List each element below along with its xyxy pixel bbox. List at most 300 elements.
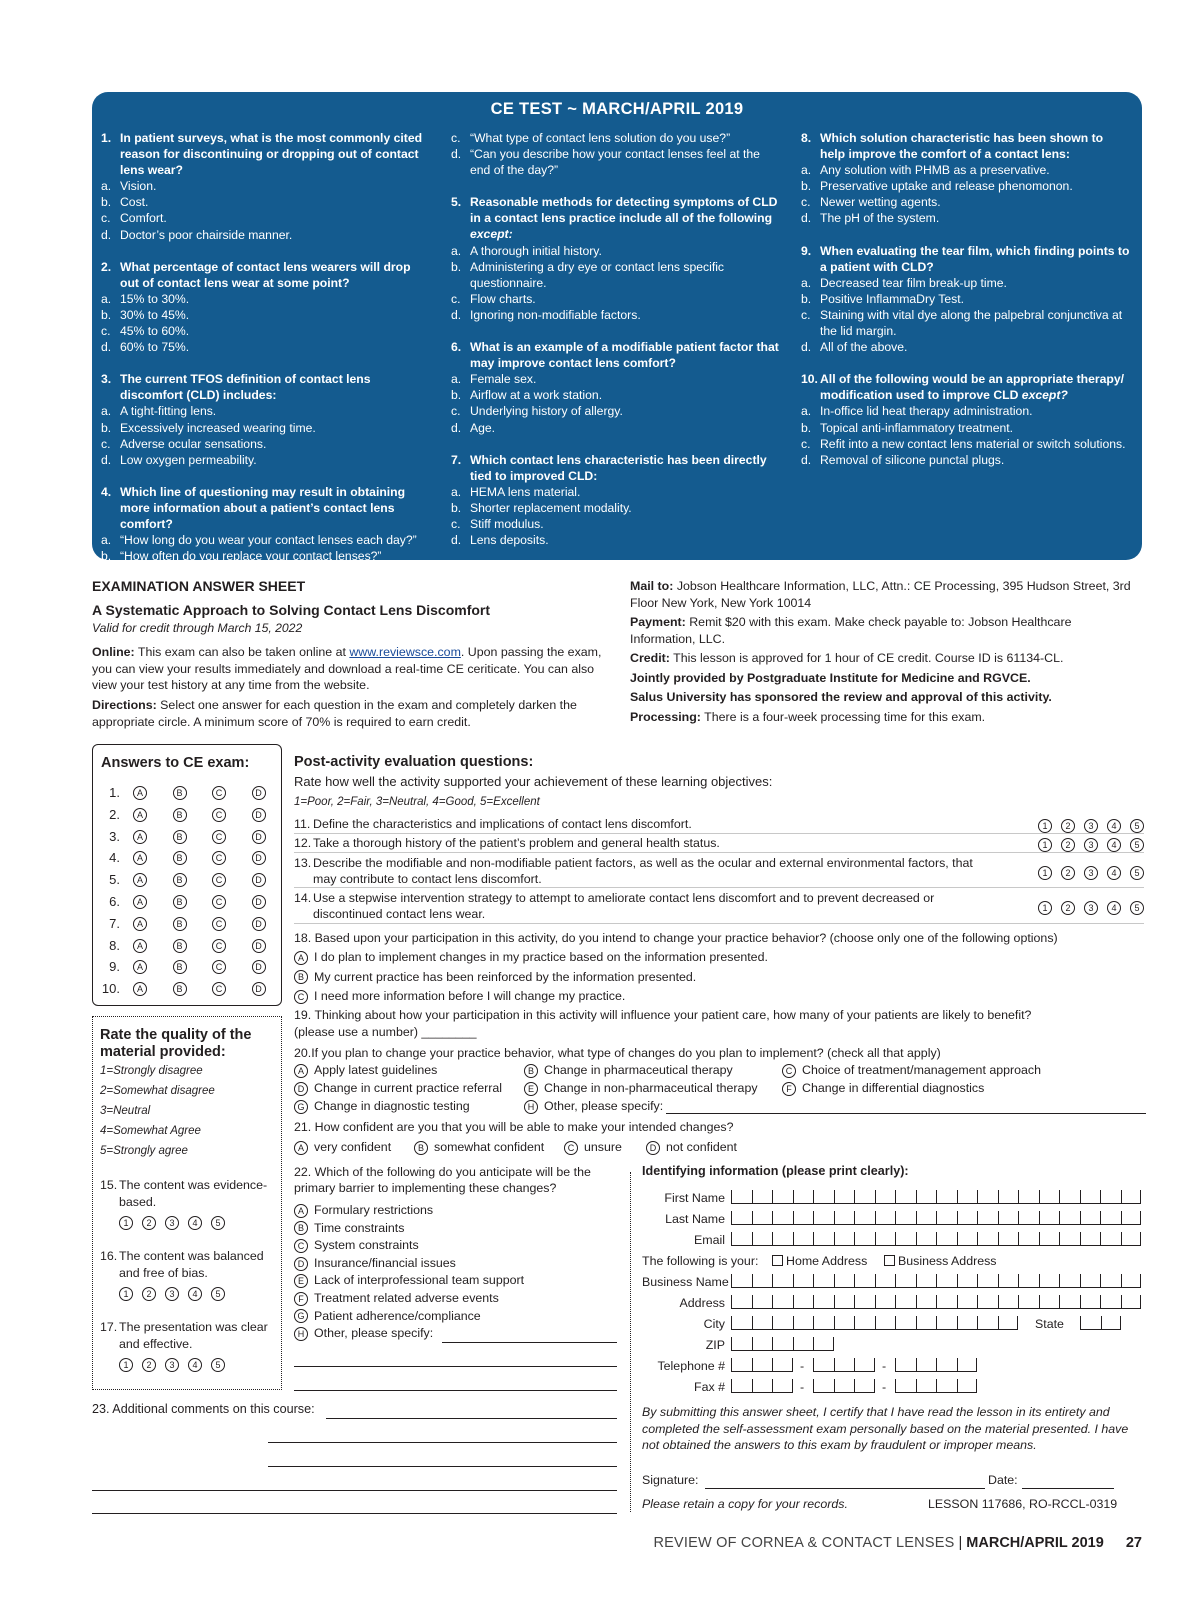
rating-bubble[interactable]: 3 <box>165 1216 179 1230</box>
option-letter: d. <box>101 452 112 467</box>
home-address-checkbox[interactable] <box>772 1255 783 1266</box>
answer-bubble-b[interactable]: B <box>173 917 187 931</box>
answer-bubble-d[interactable]: D <box>252 851 266 865</box>
option-text: Flow charts. <box>470 291 536 306</box>
answer-bubble-c[interactable]: C <box>212 873 226 887</box>
ce-question <box>801 243 1131 356</box>
option-text: Staining with vital dye along the palpebral conjunctiva at the lid margin. <box>820 307 1123 339</box>
rating-bubble[interactable]: 4 <box>188 1358 202 1372</box>
ce-question <box>451 194 781 323</box>
business-address-checkbox[interactable] <box>884 1255 895 1266</box>
reviewsce-link[interactable]: www.reviewsce.com <box>349 645 461 659</box>
q20-option-bubble[interactable]: B <box>524 1064 538 1078</box>
rate-scale-item: 1=Strongly disagree <box>100 1065 203 1077</box>
telephone-field-boxes[interactable] <box>895 1358 977 1372</box>
objective-rating-bubble[interactable]: 2 <box>1061 838 1075 852</box>
comments-line-5[interactable] <box>92 1513 617 1514</box>
payment-text: Remit $20 with this exam. Make check payable to: Jobson Healthcare Information, LLC. <box>630 615 1072 646</box>
q22-option <box>294 1202 433 1218</box>
rating-bubble[interactable]: 2 <box>142 1216 156 1230</box>
option-text: HEMA lens material. <box>470 484 581 499</box>
question-text <box>470 194 781 242</box>
answer-bubble-d[interactable]: D <box>252 960 266 974</box>
answer-bubble-b[interactable]: B <box>173 830 187 844</box>
rating-bubble[interactable]: 3 <box>165 1287 179 1301</box>
option-letter: b. <box>451 259 462 274</box>
answer-bubble-d[interactable]: D <box>252 917 266 931</box>
telephone-field-label: Telephone # <box>657 1359 725 1373</box>
answer-bubble-b[interactable]: B <box>173 808 187 822</box>
q22-option-bubble[interactable]: B <box>294 1221 308 1235</box>
question-text <box>470 339 781 371</box>
answer-bubble-c[interactable]: C <box>212 808 226 822</box>
option-text: The pH of the system. <box>820 211 940 226</box>
answer-bubble-a[interactable]: A <box>133 939 147 953</box>
option-letter: c. <box>101 436 111 451</box>
rating-bubble[interactable]: 4 <box>188 1287 202 1301</box>
option-letter: c. <box>451 404 461 419</box>
question-stem <box>101 371 431 403</box>
answer-option <box>101 291 431 307</box>
q22-option <box>294 1308 481 1324</box>
question-text-main: What percentage of contact lens wearers will drop out of contact lens wear at some point? <box>120 259 411 290</box>
question-text <box>470 452 781 484</box>
q18-option-bubble[interactable]: C <box>294 990 308 1004</box>
question-emphasis: except: <box>470 227 513 242</box>
question-4-continued <box>451 130 781 178</box>
option-text: Positive InflammaDry Test. <box>820 291 965 306</box>
q21-option-text: somewhat confident <box>434 1140 545 1154</box>
rate-question-number: 17. <box>100 1320 118 1334</box>
objective-rating-bubble[interactable]: 5 <box>1130 819 1144 833</box>
answers-title: Answers to CE exam: <box>101 755 250 771</box>
answer-option <box>451 500 781 516</box>
signature-line[interactable] <box>705 1488 985 1489</box>
answer-bubble-a[interactable]: A <box>133 917 147 931</box>
online-paragraph <box>92 644 612 694</box>
question-19-answer[interactable]: (please use a number) ________ <box>294 1025 477 1039</box>
comments-line-4[interactable] <box>92 1490 617 1491</box>
footer-separator: | <box>958 1535 963 1551</box>
objective-rating-bubble[interactable]: 5 <box>1130 838 1144 852</box>
question-number: 7. <box>451 452 462 467</box>
q22-option-text: Insurance/financial issues <box>314 1255 456 1270</box>
question-text-main: What is an example of a modifiable patient factor that may improve contact lens comfort? <box>470 340 779 371</box>
rating-bubble[interactable]: 2 <box>142 1358 156 1372</box>
answer-bubble-d[interactable]: D <box>252 939 266 953</box>
rating-bubble[interactable]: 5 <box>211 1216 225 1230</box>
question-text <box>120 484 431 532</box>
answer-bubble-b[interactable]: B <box>173 786 187 800</box>
option-text: Underlying history of allergy. <box>470 404 623 419</box>
answer-bubble-a[interactable]: A <box>133 982 147 996</box>
question-text <box>820 130 1131 162</box>
date-line[interactable] <box>1022 1488 1114 1489</box>
objective-rating-bubble[interactable]: 1 <box>1038 901 1052 915</box>
q22-option <box>294 1255 456 1271</box>
answer-bubble-d[interactable]: D <box>252 873 266 887</box>
answer-bubble-a[interactable]: A <box>133 786 147 800</box>
question-stem <box>101 259 431 291</box>
online-text-1: This exam can also be taken online at <box>134 645 350 659</box>
answer-bubble-b[interactable]: B <box>173 960 187 974</box>
objective-rating-bubbles <box>1029 899 1144 915</box>
objective-rating-bubble[interactable]: 3 <box>1084 819 1098 833</box>
option-text: All of the above. <box>820 340 908 355</box>
answer-bubble-c[interactable]: C <box>212 960 226 974</box>
answer-bubble-d[interactable]: D <box>252 830 266 844</box>
question-emphasis: except? <box>1021 388 1068 403</box>
option-text: A tight-fitting lens. <box>120 404 217 419</box>
answer-bubble-c[interactable]: C <box>212 830 226 844</box>
q22-option-bubble[interactable]: E <box>294 1274 308 1288</box>
ce-question <box>801 130 1131 227</box>
rate-question-text <box>100 1248 278 1281</box>
question-text <box>820 371 1131 403</box>
answer-option <box>101 307 431 323</box>
answer-bubble-c[interactable]: C <box>212 895 226 909</box>
question-text <box>120 371 431 403</box>
answer-option <box>451 403 781 419</box>
answer-option <box>801 403 1131 419</box>
option-text: Decreased tear film break-up time. <box>820 275 1007 290</box>
first-name-field-boxes[interactable] <box>731 1190 1141 1204</box>
option-letter: b. <box>801 291 812 306</box>
q21-option-bubble[interactable]: B <box>414 1141 428 1155</box>
question-number: 10. <box>801 372 818 387</box>
q18-option-bubble[interactable]: B <box>294 970 308 984</box>
ce-question-column-3 <box>801 130 1131 484</box>
rate-title: Rate the quality of the material provided: <box>100 1027 252 1060</box>
magazine-name: REVIEW OF CORNEA & CONTACT LENSES <box>653 1535 955 1551</box>
q20-option-bubble[interactable]: H <box>524 1100 538 1114</box>
ce-question-column-2 <box>451 130 781 564</box>
q21-option-text: very confident <box>314 1140 392 1154</box>
answer-bubble-c[interactable]: C <box>212 786 226 800</box>
processing-text: There is a four-week processing time for this exam. <box>700 709 986 724</box>
home-address-option[interactable] <box>766 1254 867 1268</box>
answer-bubble-b[interactable]: B <box>173 851 187 865</box>
q22-option-bubble[interactable]: C <box>294 1239 308 1253</box>
rate-quality-box <box>92 1016 282 1390</box>
objective-rating-bubble[interactable]: 1 <box>1038 866 1052 880</box>
business-address-label: Business Address <box>898 1254 997 1268</box>
option-letter: b. <box>101 420 112 435</box>
option-letter: a. <box>451 484 462 499</box>
city-state-field-boxes[interactable] <box>731 1316 1018 1330</box>
answer-sheet-title: EXAMINATION ANSWER SHEET <box>92 578 306 594</box>
objective-rating-bubble[interactable]: 3 <box>1084 838 1098 852</box>
option-letter: c. <box>451 291 461 306</box>
question-number: 1. <box>101 131 112 145</box>
objective-rating-bubble[interactable]: 2 <box>1061 819 1075 833</box>
telephone-field-boxes[interactable] <box>813 1358 875 1372</box>
rating-bubble[interactable]: 5 <box>211 1287 225 1301</box>
option-letter: b. <box>451 500 462 515</box>
objective-rating-bubble[interactable]: 2 <box>1061 901 1075 915</box>
mail-label: Mail to: <box>630 579 674 593</box>
answer-option <box>801 339 1131 355</box>
answer-row <box>93 959 281 979</box>
q22-option-bubble[interactable]: D <box>294 1257 308 1271</box>
answer-option <box>451 484 781 500</box>
answer-bubble-c[interactable]: C <box>212 982 226 996</box>
option-letter: d. <box>451 420 462 435</box>
ce-test-panel <box>92 92 1142 564</box>
option-text: 30% to 45%. <box>120 307 190 322</box>
answer-row <box>93 981 281 1001</box>
answer-option <box>801 436 1131 452</box>
credit-label: Credit: <box>630 651 670 665</box>
answer-option <box>801 162 1131 178</box>
rating-bubble[interactable]: 1 <box>119 1358 133 1372</box>
answer-bubble-b[interactable]: B <box>173 982 187 996</box>
answer-bubble-a[interactable]: A <box>133 960 147 974</box>
option-letter: b. <box>801 420 812 435</box>
q20-option <box>524 1062 733 1078</box>
telephone-field-sep: - <box>882 1359 887 1373</box>
payment-label: Payment: <box>630 615 686 629</box>
city-state-field-boxes[interactable] <box>1080 1316 1121 1330</box>
comments-line-3[interactable] <box>268 1466 617 1467</box>
q20-option-text: Change in differential diagnostics <box>802 1081 985 1095</box>
option-letter: b. <box>101 195 112 210</box>
q22-option-bubble[interactable]: H <box>294 1327 308 1341</box>
q20-option-text: Choice of treatment/management approach <box>802 1063 1042 1077</box>
objective-rating-bubble[interactable]: 4 <box>1107 819 1121 833</box>
q20-option-bubble[interactable]: A <box>294 1064 308 1078</box>
answer-row <box>93 785 281 805</box>
rating-bubble[interactable]: 1 <box>119 1287 133 1301</box>
q20-option-bubble[interactable]: G <box>294 1100 308 1114</box>
telephone-field <box>642 1358 1142 1376</box>
answer-bubble-b[interactable]: B <box>173 939 187 953</box>
q20-option <box>782 1062 1041 1078</box>
q20-option <box>294 1080 502 1096</box>
answer-bubble-a[interactable]: A <box>133 851 147 865</box>
option-letter: d. <box>101 227 112 242</box>
q20-option-bubble[interactable]: F <box>782 1082 796 1096</box>
option-letter: d. <box>451 307 462 322</box>
answer-option <box>101 452 431 468</box>
fax-field-boxes[interactable] <box>813 1379 875 1393</box>
answer-option <box>101 532 431 548</box>
last-name-field-label: Last Name <box>665 1212 725 1226</box>
answer-number: 10. <box>101 981 120 997</box>
option-text: Preservative uptake and release phenomonon. <box>820 179 1073 194</box>
rating-bubble[interactable]: 3 <box>165 1358 179 1372</box>
answer-option <box>451 259 781 291</box>
submission-info <box>630 578 1140 728</box>
q20-option-bubble[interactable]: C <box>782 1064 796 1078</box>
answer-bubble-a[interactable]: A <box>133 808 147 822</box>
objective-rating-bubble[interactable]: 3 <box>1084 866 1098 880</box>
objective-number: 13. <box>294 856 312 870</box>
option-text: Refit into a new contact lens material or switch solutions. <box>820 436 1126 451</box>
rating-bubble[interactable]: 4 <box>188 1216 202 1230</box>
answer-option <box>451 532 781 548</box>
question-number: 9. <box>801 243 812 258</box>
signature-label: Signature: <box>642 1473 699 1487</box>
question-stem <box>101 484 431 532</box>
rate-question-number: 15. <box>100 1178 118 1192</box>
rate-scale-item: 2=Somewhat disagree <box>100 1085 215 1097</box>
question-number: 4. <box>101 484 112 499</box>
rate-question-label: The presentation was clear and effective. <box>119 1320 268 1351</box>
rate-question <box>100 1319 278 1373</box>
business-name-field-boxes[interactable] <box>731 1274 1141 1288</box>
rate-scale-item: 4=Somewhat Agree <box>100 1125 201 1137</box>
question-20: 20.If you plan to change your practice behavior, what type of changes do you plan to implement? (check all that apply) <box>294 1046 941 1060</box>
q18-option-text: I need more information before I will change my practice. <box>314 989 626 1003</box>
answer-option <box>101 323 431 339</box>
directions-label: Directions: <box>92 698 157 712</box>
option-text: Ignoring non-modifiable factors. <box>470 307 641 322</box>
directions-text: Select one answer for each question in the exam and completely darken the appropriate circle. A minimum score of 70% is required to earn credit. <box>92 698 577 729</box>
rating-bubbles <box>119 1356 278 1373</box>
q20-option-bubble[interactable]: D <box>294 1082 308 1096</box>
q21-option-text: unsure <box>584 1140 622 1154</box>
online-text-2: . Upon passing the exam, you can view your results immediately and download a real-time CE ceriticate. You can also view your test history at any time from the website. <box>92 645 602 692</box>
answer-bubble-b[interactable]: B <box>173 895 187 909</box>
q22-extra-line-2[interactable] <box>294 1390 617 1391</box>
option-text: “How long do you wear your contact lenses each day?” <box>120 533 417 548</box>
answer-bubble-c[interactable]: C <box>212 851 226 865</box>
objective-rating-bubble[interactable]: 1 <box>1038 819 1052 833</box>
answer-row <box>93 872 281 892</box>
last-name-field-boxes[interactable] <box>731 1211 1141 1225</box>
email-field-boxes[interactable] <box>731 1232 1141 1246</box>
comments-line-2[interactable] <box>268 1442 617 1443</box>
column-divider <box>630 1172 631 1512</box>
answer-option <box>451 420 781 436</box>
option-letter: c. <box>801 195 811 210</box>
answer-row <box>93 916 281 936</box>
q22-extra-line-1[interactable] <box>294 1366 617 1367</box>
comments-line-1[interactable] <box>326 1418 617 1419</box>
q21-option-bubble[interactable]: A <box>294 1141 308 1155</box>
objective-number: 12. <box>294 836 312 850</box>
rating-bubble[interactable]: 1 <box>119 1216 133 1230</box>
online-label: Online: <box>92 645 135 659</box>
option-text: “Can you describe how your contact lenses feel at the end of the day?” <box>470 147 760 178</box>
objective-rating-bubble[interactable]: 3 <box>1084 901 1098 915</box>
post-activity-intro: Rate how well the activity supported your achievement of these learning objectives: <box>294 774 773 789</box>
rate-question-label: The content was evidence-based. <box>119 1178 268 1209</box>
zip-field-label: ZIP <box>705 1338 725 1352</box>
objective-rating-bubble[interactable]: 5 <box>1130 866 1144 880</box>
answer-bubble-b[interactable]: B <box>173 873 187 887</box>
objective-rating-bubble[interactable]: 2 <box>1061 866 1075 880</box>
telephone-field-boxes[interactable] <box>731 1358 793 1372</box>
q21-option <box>414 1139 544 1155</box>
address-field-boxes[interactable] <box>731 1295 1141 1309</box>
fax-field-boxes[interactable] <box>731 1379 793 1393</box>
answer-bubble-d[interactable]: D <box>252 982 266 996</box>
joint-provider: Jointly provided by Postgraduate Institute for Medicine and RGVCE. <box>630 670 1031 685</box>
rate-question <box>100 1248 278 1302</box>
q22-option-bubble[interactable]: A <box>294 1204 308 1218</box>
answer-number: 6. <box>109 894 120 909</box>
q20-option-text: Change in current practice referral <box>314 1081 503 1095</box>
answer-option <box>801 291 1131 307</box>
ce-question <box>101 371 431 468</box>
certification-statement: By submitting this answer sheet, I certify that I have read the lesson in its entirety and completed the self-assessment exam personally based on the material presented. I have not obtained the answers to this exam by fraudulent or improper means. <box>642 1405 1129 1452</box>
first-name-field <box>642 1190 1142 1208</box>
objective-rating-bubble[interactable]: 1 <box>1038 838 1052 852</box>
option-text: Any solution with PHMB as a preservative. <box>820 163 1050 178</box>
objective-rating-bubble[interactable]: 4 <box>1107 901 1121 915</box>
objective-number: 11. <box>294 817 311 831</box>
credit-text: This lesson is approved for 1 hour of CE credit. Course ID is 61134-CL. <box>669 651 1064 665</box>
option-text: Stiff modulus. <box>470 516 544 531</box>
fax-field-boxes[interactable] <box>895 1379 977 1393</box>
question-stem <box>101 130 431 178</box>
answer-option <box>451 146 781 178</box>
salus-sponsor: Salus University has sponsored the review and approval of this activity. <box>630 690 1052 704</box>
objective-rating-bubble[interactable]: 4 <box>1107 866 1121 880</box>
q20-option-bubble[interactable]: E <box>524 1082 538 1096</box>
date-label: Date: <box>988 1473 1018 1487</box>
option-text: In-office lid heat therapy administration. <box>820 404 1033 419</box>
option-letter: b. <box>801 179 812 194</box>
answer-bubble-a[interactable]: A <box>133 895 147 909</box>
ce-test-title: CE TEST ~ MARCH/APRIL 2019 <box>490 100 744 118</box>
option-letter: d. <box>451 147 462 162</box>
q22-option-bubble[interactable]: G <box>294 1309 308 1323</box>
q22-option-bubble[interactable]: F <box>294 1292 308 1306</box>
answer-bubble-a[interactable]: A <box>133 830 147 844</box>
answer-bubble-d[interactable]: D <box>252 786 266 800</box>
option-text: Doctor’s poor chairside manner. <box>120 227 293 242</box>
rate-question-text <box>100 1177 278 1210</box>
q20-option <box>782 1080 984 1096</box>
fax-field-sep: - <box>882 1380 887 1394</box>
q21-option-bubble[interactable]: C <box>564 1141 578 1155</box>
q18-option-bubble[interactable]: A <box>294 951 308 965</box>
objective-rating-bubble[interactable]: 4 <box>1107 838 1121 852</box>
ce-question-column-1 <box>101 130 431 580</box>
q21-option-bubble[interactable]: D <box>646 1141 660 1155</box>
option-text: Female sex. <box>470 372 537 387</box>
ce-question <box>101 484 431 564</box>
answer-bubble-c[interactable]: C <box>212 939 226 953</box>
objective-rating-bubble[interactable]: 5 <box>1130 901 1144 915</box>
answer-bubble-c[interactable]: C <box>212 917 226 931</box>
q22-other-line[interactable] <box>442 1342 617 1343</box>
answer-bubble-d[interactable]: D <box>252 808 266 822</box>
rating-bubble[interactable]: 2 <box>142 1287 156 1301</box>
answer-option <box>101 194 431 210</box>
answer-row <box>93 850 281 870</box>
business-address-option[interactable] <box>878 1254 997 1268</box>
question-number: 8. <box>801 131 812 145</box>
answer-bubble-d[interactable]: D <box>252 895 266 909</box>
rating-bubble[interactable]: 5 <box>211 1358 225 1372</box>
directions-paragraph <box>92 697 612 730</box>
processing-label: Processing: <box>630 709 701 724</box>
question-stem <box>451 339 781 371</box>
answer-number: 7. <box>109 915 120 931</box>
zip-field-boxes[interactable] <box>731 1337 834 1351</box>
question-text-main: The current TFOS definition of contact lens discomfort (CLD) includes: <box>120 372 371 403</box>
option-text: Adverse ocular sensations. <box>120 436 267 451</box>
q22-option-text: Time constraints <box>314 1220 405 1235</box>
objective-rating-bubbles <box>1029 864 1144 880</box>
ce-question <box>101 130 431 243</box>
other-specify-line[interactable] <box>666 1113 1146 1114</box>
answer-bubble-a[interactable]: A <box>133 873 147 887</box>
